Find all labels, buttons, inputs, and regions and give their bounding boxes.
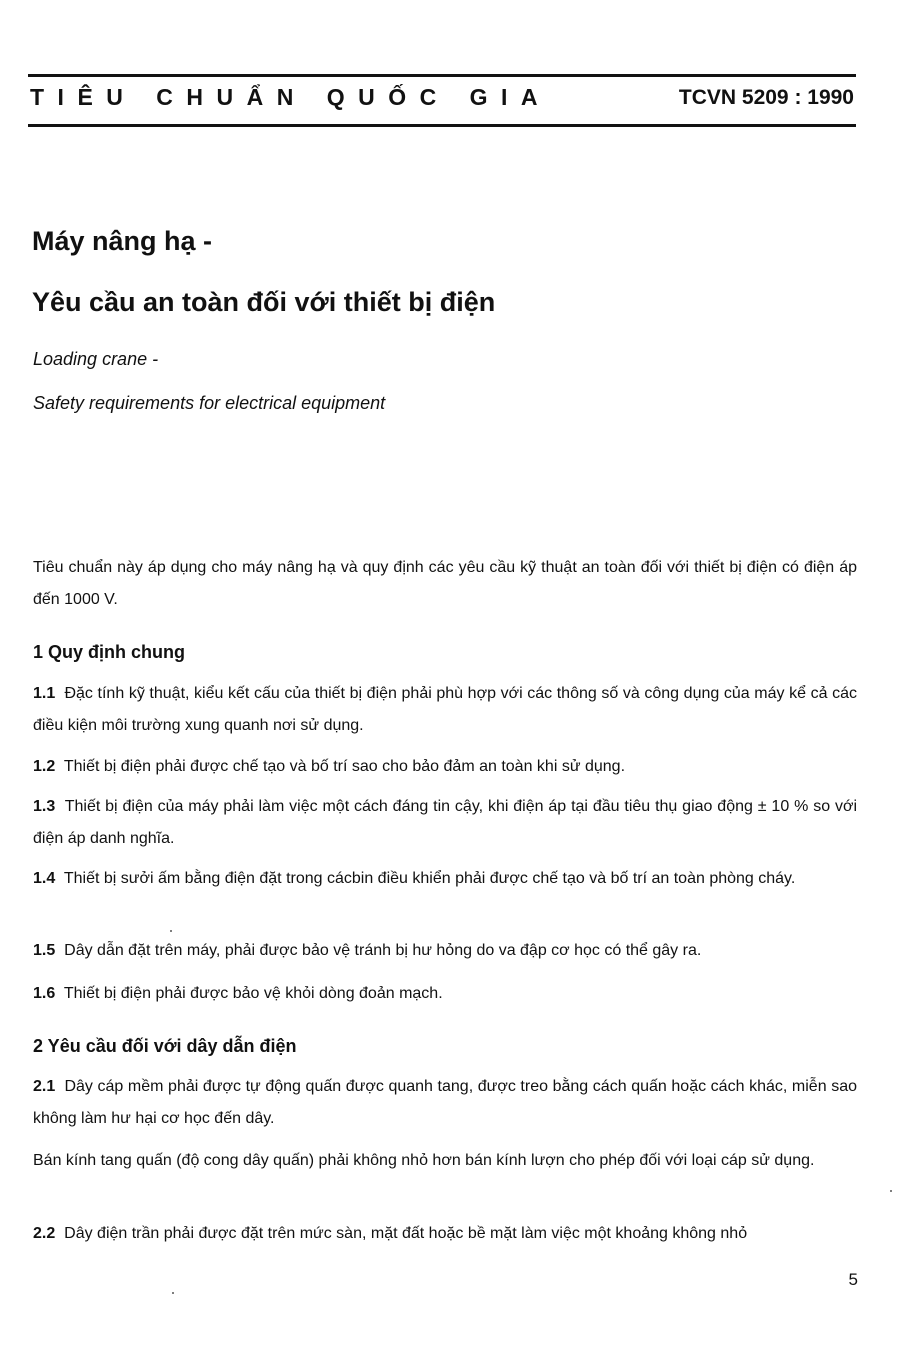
clause-1-2 bbox=[33, 751, 857, 783]
standard-code: TCVN 5209 : 1990 bbox=[678, 86, 854, 109]
clause-1-5 bbox=[33, 935, 857, 967]
clause-2-2 bbox=[33, 1218, 857, 1250]
clause-1-3 bbox=[33, 791, 857, 855]
scan-speck bbox=[172, 1292, 174, 1294]
clause-text: Thiết bị sưởi ấm bằng điện đặt trong cácbin điều khiển phải được chế tạo và bố trí an toàn phòng cháy. bbox=[63, 870, 796, 887]
clause-text: Thiết bị điện của máy phải làm việc một cách đáng tin cậy, khi điện áp tại đầu tiêu thụ giao động ± 10 % so với điện áp danh nghĩa. bbox=[33, 798, 858, 847]
intro-paragraph: Tiêu chuẩn này áp dụng cho máy nâng hạ và quy định các yêu cầu kỹ thuật an toàn đối với thiết bị điện có điện áp đến 1000 V. bbox=[33, 559, 857, 608]
clause-number: 2.1 bbox=[33, 1078, 56, 1095]
title-vi-line1: Máy nâng hạ - bbox=[32, 226, 213, 256]
title-vi-line2: Yêu cầu an toàn đối với thiết bị điện bbox=[32, 287, 496, 317]
clause-number: 1.4 bbox=[33, 870, 56, 887]
clause-number: 1.2 bbox=[33, 758, 56, 775]
clause-2-1-continued bbox=[33, 1145, 857, 1177]
clause-number: 1.1 bbox=[33, 685, 56, 702]
scan-speck bbox=[890, 1190, 892, 1192]
clause-text: Dây điện trần phải được đặt trên mức sàn, mặt đất hoặc bề mặt làm việc một khoảng không nhỏ bbox=[64, 1225, 748, 1242]
clause-text: Dây dẫn đặt trên máy, phải được bảo vệ tránh bị hư hỏng do va đập cơ học có thể gây ra. bbox=[64, 942, 702, 959]
clause-1-6 bbox=[33, 978, 857, 1010]
title-en-line2: Safety requirements for electrical equipment bbox=[33, 393, 386, 413]
page-number: 5 bbox=[848, 1270, 858, 1289]
clause-number: 2.2 bbox=[33, 1225, 56, 1242]
header-rule-bottom bbox=[28, 124, 856, 127]
clause-text: Thiết bị điện phải được chế tạo và bố trí sao cho bảo đảm an toàn khi sử dụng. bbox=[63, 758, 626, 775]
clause-2-1 bbox=[33, 1071, 857, 1135]
scan-speck bbox=[170, 930, 172, 932]
clause-1-1 bbox=[33, 678, 857, 742]
clause-text: Bán kính tang quấn (độ cong dây quấn) phải không nhỏ hơn bán kính lượn cho phép đối với loại cáp sử dụng. bbox=[33, 1152, 815, 1169]
section-2-heading: 2 Yêu cầu đối với dây dẫn điện bbox=[33, 1036, 297, 1056]
header-rule-top bbox=[28, 74, 856, 77]
standard-series-label: TIÊU CHUẨN QUỐC GIA bbox=[30, 84, 551, 110]
section-1-heading: 1 Quy định chung bbox=[33, 642, 185, 662]
clause-number: 1.3 bbox=[33, 798, 56, 815]
clause-number: 1.5 bbox=[33, 942, 56, 959]
clause-text: Đặc tính kỹ thuật, kiểu kết cấu của thiết bị điện phải phù hợp với các thông số và công dụng của máy kể cả các điều kiện môi trường xung quanh nơi sử dụng. bbox=[33, 685, 858, 734]
clause-text: Dây cáp mềm phải được tự động quấn được quanh tang, được treo bằng cách quấn hoặc cách khác, miễn sao không làm hư hại cơ học đến dây. bbox=[33, 1078, 858, 1127]
clause-1-4 bbox=[33, 863, 857, 895]
clause-text: Thiết bị điện phải được bảo vệ khỏi dòng đoản mạch. bbox=[63, 985, 443, 1002]
title-en-line1: Loading crane - bbox=[33, 349, 159, 369]
clause-number: 1.6 bbox=[33, 985, 56, 1002]
